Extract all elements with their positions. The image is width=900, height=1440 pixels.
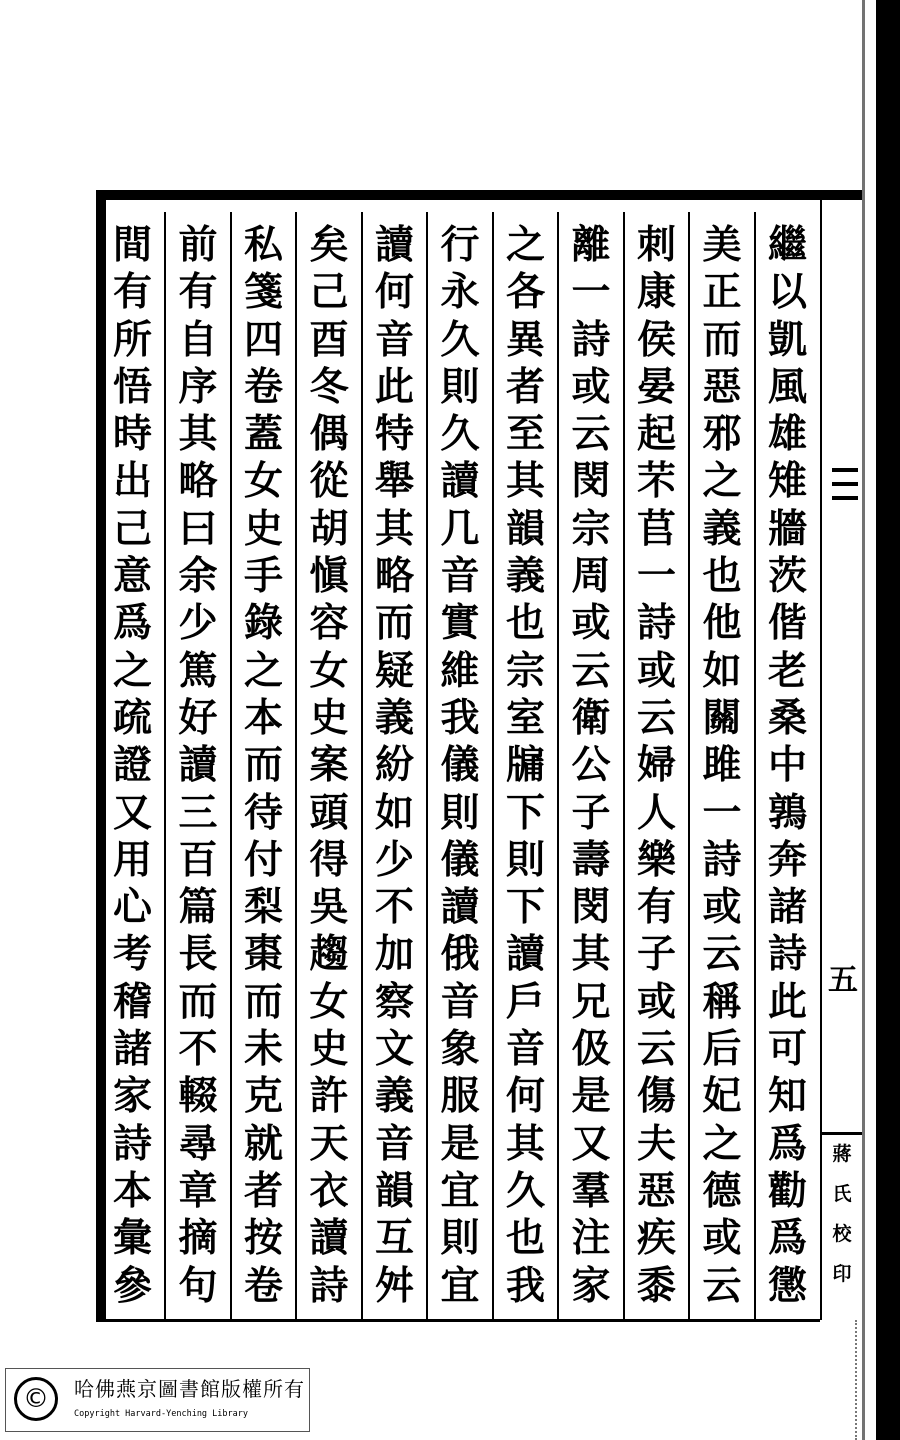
glyph: 尋 (178, 1120, 218, 1167)
glyph: 此 (374, 363, 414, 410)
glyph: 矣 (309, 222, 349, 268)
glyph: 義 (505, 553, 545, 600)
glyph: 音 (505, 1026, 545, 1073)
glyph: 略 (178, 458, 218, 505)
glyph: 不 (374, 884, 414, 931)
glyph: 讀 (440, 458, 480, 505)
glyph: 百 (178, 836, 218, 883)
glyph: 冬 (309, 363, 349, 410)
glyph: 老 (767, 647, 807, 694)
glyph: 有 (636, 884, 676, 931)
glyph: 服 (440, 1073, 480, 1120)
glyph: 云 (636, 1026, 676, 1073)
glyph: 容 (309, 600, 349, 647)
glyph: 如 (374, 789, 414, 836)
glyph: 互 (374, 1215, 414, 1262)
page-edge-line (862, 0, 865, 1440)
glyph: 得 (309, 836, 349, 883)
glyph: 韻 (505, 505, 545, 552)
glyph: 稱 (702, 978, 742, 1025)
text-column (560, 222, 622, 1322)
glyph: 不 (178, 1026, 218, 1073)
glyph: 略 (374, 553, 414, 600)
glyph: 宗 (505, 647, 545, 694)
glyph: 女 (309, 978, 349, 1025)
glyph: 雎 (702, 742, 742, 789)
glyph: 以 (767, 269, 807, 316)
press-char: 蔣 (832, 1143, 852, 1165)
glyph: 韻 (374, 1167, 414, 1214)
glyph: 一 (702, 789, 742, 836)
glyph: 章 (178, 1167, 218, 1214)
glyph: 之 (702, 458, 742, 505)
glyph: 案 (309, 742, 349, 789)
glyph: 如 (702, 647, 742, 694)
glyph: 黍 (636, 1262, 676, 1309)
glyph: 一 (571, 269, 611, 316)
glyph: 爲 (112, 600, 152, 647)
glyph: 凱 (767, 316, 807, 363)
glyph: 下 (505, 884, 545, 931)
glyph: 私 (243, 222, 283, 268)
glyph: 加 (374, 931, 414, 978)
column-rule (426, 212, 428, 1320)
column-rule (230, 212, 232, 1320)
glyph: 則 (440, 1215, 480, 1262)
glyph: 家 (112, 1073, 152, 1120)
glyph: 此 (767, 978, 807, 1025)
glyph: 有 (112, 269, 152, 316)
glyph: 舛 (374, 1262, 414, 1309)
glyph: 有 (178, 269, 218, 316)
glyph: 其 (505, 1120, 545, 1167)
glyph: 悟 (112, 363, 152, 410)
glyph: 篇 (178, 884, 218, 931)
glyph: 牆 (767, 505, 807, 552)
glyph: 壽 (571, 836, 611, 883)
column-rule (623, 212, 625, 1320)
glyph: 文 (374, 1026, 414, 1073)
glyph: 本 (243, 694, 283, 741)
glyph: 史 (243, 505, 283, 552)
glyph: 史 (309, 1026, 349, 1073)
copyright-icon: © (14, 1377, 58, 1421)
glyph: 衛 (571, 694, 611, 741)
column-rule (688, 212, 690, 1320)
glyph: 晏 (636, 363, 676, 410)
glyph: 讀 (440, 884, 480, 931)
text-column (364, 222, 426, 1322)
glyph: 俄 (440, 931, 480, 978)
glyph: 彙 (112, 1215, 152, 1262)
glyph: 胡 (309, 505, 349, 552)
glyph: 梨 (243, 884, 283, 931)
glyph: 證 (112, 742, 152, 789)
text-column (495, 222, 557, 1322)
glyph: 儀 (440, 742, 480, 789)
glyph: 則 (505, 836, 545, 883)
glyph: 頭 (309, 789, 349, 836)
column-rule (361, 212, 363, 1320)
glyph: 其 (571, 931, 611, 978)
glyph: 又 (112, 789, 152, 836)
glyph: 從 (309, 458, 349, 505)
glyph: 正 (702, 269, 742, 316)
press-char: 校 (832, 1223, 852, 1245)
glyph: 讀 (505, 931, 545, 978)
glyph: 疾 (636, 1215, 676, 1262)
glyph: 偕 (767, 600, 807, 647)
glyph: 室 (505, 694, 545, 741)
glyph: 諸 (767, 884, 807, 931)
glyph: 何 (505, 1073, 545, 1120)
glyph: 邪 (702, 411, 742, 458)
glyph: 舉 (374, 458, 414, 505)
glyph: 其 (178, 411, 218, 458)
glyph: 周 (571, 553, 611, 600)
glyph: 奔 (767, 836, 807, 883)
glyph: 維 (440, 647, 480, 694)
glyph: 好 (178, 694, 218, 741)
glyph: 少 (178, 600, 218, 647)
glyph: 久 (505, 1167, 545, 1214)
glyph: 可 (767, 1026, 807, 1073)
glyph: 本 (112, 1167, 152, 1214)
glyph: 風 (767, 363, 807, 410)
glyph: 繼 (767, 222, 807, 268)
column-rule (557, 212, 559, 1320)
edge-specks (855, 1320, 867, 1440)
text-column (233, 222, 295, 1322)
glyph: 各 (505, 269, 545, 316)
glyph: 偶 (309, 411, 349, 458)
glyph: 趨 (309, 931, 349, 978)
block-center-margin (820, 190, 862, 1320)
glyph: 知 (767, 1073, 807, 1120)
copyright-english: Copyright Harvard-Yenching Library (74, 1409, 248, 1419)
glyph: 羣 (571, 1167, 611, 1214)
glyph: 諸 (112, 1026, 152, 1073)
glyph: 勸 (767, 1167, 807, 1214)
leaf-number: 五 (828, 963, 858, 998)
glyph: 前 (178, 222, 218, 268)
glyph: 或 (571, 600, 611, 647)
glyph: 吳 (309, 884, 349, 931)
glyph: 詩 (702, 836, 742, 883)
glyph: 時 (112, 411, 152, 458)
glyph: 美 (702, 222, 742, 268)
glyph: 德 (702, 1167, 742, 1214)
glyph: 音 (374, 316, 414, 363)
glyph: 爲 (767, 1215, 807, 1262)
text-column (626, 222, 688, 1322)
glyph: 考 (112, 931, 152, 978)
glyph: 篤 (178, 647, 218, 694)
glyph: 子 (571, 789, 611, 836)
glyph: 或 (571, 363, 611, 410)
glyph: 后 (702, 1026, 742, 1073)
glyph: 者 (243, 1167, 283, 1214)
glyph: 察 (374, 978, 414, 1025)
glyph: 他 (702, 600, 742, 647)
glyph: 衣 (309, 1167, 349, 1214)
glyph: 就 (243, 1120, 283, 1167)
glyph: 或 (636, 978, 676, 1025)
glyph: 婦 (636, 742, 676, 789)
glyph: 云 (702, 931, 742, 978)
glyph: 雄 (767, 411, 807, 458)
glyph: 云 (571, 411, 611, 458)
glyph: 未 (243, 1026, 283, 1073)
copyright-chinese: 哈佛燕京圖書館版權所有 (74, 1377, 305, 1401)
binding-edge (876, 0, 900, 1440)
glyph: 卷 (243, 363, 283, 410)
glyph: 間 (112, 222, 152, 268)
glyph: 子 (636, 931, 676, 978)
glyph: 苢 (636, 505, 676, 552)
glyph: 紛 (374, 742, 414, 789)
glyph: 讀 (178, 742, 218, 789)
glyph: 女 (243, 458, 283, 505)
glyph: 輟 (178, 1073, 218, 1120)
glyph: 爲 (767, 1120, 807, 1167)
glyph: 三 (178, 789, 218, 836)
glyph: 酉 (309, 316, 349, 363)
text-column (102, 222, 164, 1322)
glyph: 而 (243, 742, 283, 789)
glyph: 下 (505, 789, 545, 836)
glyph: 付 (243, 836, 283, 883)
glyph: 特 (374, 411, 414, 458)
column-rule (754, 212, 756, 1320)
glyph: 而 (243, 978, 283, 1025)
glyph: 音 (374, 1120, 414, 1167)
glyph: 懲 (767, 1262, 807, 1309)
glyph: 永 (440, 269, 480, 316)
glyph: 句 (178, 1262, 218, 1309)
glyph: 關 (702, 694, 742, 741)
glyph: 詩 (767, 931, 807, 978)
glyph: 卷 (243, 1262, 283, 1309)
glyph: 稽 (112, 978, 152, 1025)
glyph: 意 (112, 553, 152, 600)
glyph: 曰 (178, 505, 218, 552)
glyph: 伋 (571, 1026, 611, 1073)
glyph: 或 (702, 1215, 742, 1262)
glyph: 史 (309, 694, 349, 741)
glyph: 詩 (571, 316, 611, 363)
column-rule (492, 212, 494, 1320)
text-column (298, 222, 360, 1322)
glyph: 我 (505, 1262, 545, 1309)
glyph: 惡 (636, 1167, 676, 1214)
glyph: 讀 (309, 1215, 349, 1262)
glyph: 之 (243, 647, 283, 694)
glyph: 己 (112, 505, 152, 552)
glyph: 宗 (571, 505, 611, 552)
glyph: 鶉 (767, 789, 807, 836)
glyph: 長 (178, 931, 218, 978)
glyph: 者 (505, 363, 545, 410)
glyph: 實 (440, 600, 480, 647)
glyph: 而 (374, 600, 414, 647)
column-rule (164, 212, 166, 1320)
glyph: 手 (243, 553, 283, 600)
glyph: 用 (112, 836, 152, 883)
glyph: 摘 (178, 1215, 218, 1262)
glyph: 錄 (243, 600, 283, 647)
glyph: 久 (440, 411, 480, 458)
glyph: 讀 (374, 222, 414, 268)
glyph: 夫 (636, 1120, 676, 1167)
glyph: 詩 (112, 1120, 152, 1167)
glyph: 少 (374, 836, 414, 883)
glyph: 何 (374, 269, 414, 316)
text-block (96, 190, 820, 1322)
press-char: 氏 (832, 1183, 852, 1205)
glyph: 宜 (440, 1167, 480, 1214)
glyph: 象 (440, 1026, 480, 1073)
column-rule (295, 212, 297, 1320)
glyph: 克 (243, 1073, 283, 1120)
glyph: 義 (374, 694, 414, 741)
glyph: 行 (440, 222, 480, 268)
glyph: 女 (309, 647, 349, 694)
glyph: 也 (702, 553, 742, 600)
glyph: 雉 (767, 458, 807, 505)
glyph: 義 (374, 1073, 414, 1120)
glyph: 云 (571, 647, 611, 694)
text-column (757, 222, 819, 1322)
glyph: 疑 (374, 647, 414, 694)
glyph: 刺 (636, 222, 676, 268)
glyph: 之 (505, 222, 545, 268)
glyph: 其 (374, 505, 414, 552)
text-column (429, 222, 491, 1322)
glyph: 異 (505, 316, 545, 363)
glyph: 四 (243, 316, 283, 363)
glyph: 惡 (702, 363, 742, 410)
glyph: 音 (440, 553, 480, 600)
glyph: 己 (309, 269, 349, 316)
glyph: 宜 (440, 1262, 480, 1309)
glyph: 康 (636, 269, 676, 316)
glyph: 則 (440, 789, 480, 836)
glyph: 或 (636, 647, 676, 694)
glyph: 序 (178, 363, 218, 410)
glyph: 中 (767, 742, 807, 789)
glyph: 人 (636, 789, 676, 836)
glyph: 儀 (440, 836, 480, 883)
glyph: 音 (440, 978, 480, 1025)
glyph: 所 (112, 316, 152, 363)
glyph: 兄 (571, 978, 611, 1025)
glyph: 牖 (505, 742, 545, 789)
glyph: 也 (505, 1215, 545, 1262)
glyph: 云 (636, 694, 676, 741)
glyph: 出 (112, 458, 152, 505)
fishtail-mark (832, 462, 858, 662)
glyph: 自 (178, 316, 218, 363)
glyph: 注 (571, 1215, 611, 1262)
glyph: 又 (571, 1120, 611, 1167)
glyph: 傷 (636, 1073, 676, 1120)
glyph: 茨 (767, 553, 807, 600)
glyph: 則 (440, 363, 480, 410)
glyph: 至 (505, 411, 545, 458)
glyph: 一 (636, 553, 676, 600)
glyph: 詩 (309, 1262, 349, 1309)
glyph: 我 (440, 694, 480, 741)
glyph: 天 (309, 1120, 349, 1167)
glyph: 離 (571, 222, 611, 268)
glyph: 許 (309, 1073, 349, 1120)
glyph: 妃 (702, 1073, 742, 1120)
glyph: 心 (112, 884, 152, 931)
glyph: 棗 (243, 931, 283, 978)
glyph: 是 (440, 1120, 480, 1167)
glyph: 也 (505, 600, 545, 647)
glyph: 義 (702, 505, 742, 552)
glyph: 而 (178, 978, 218, 1025)
copyright-stamp (5, 1368, 310, 1432)
glyph: 閔 (571, 884, 611, 931)
glyph: 參 (112, 1262, 152, 1309)
glyph: 閔 (571, 458, 611, 505)
glyph: 桑 (767, 694, 807, 741)
glyph: 待 (243, 789, 283, 836)
glyph: 久 (440, 316, 480, 363)
glyph: 余 (178, 553, 218, 600)
glyph: 箋 (243, 269, 283, 316)
glyph: 之 (112, 647, 152, 694)
glyph: 几 (440, 505, 480, 552)
glyph: 疏 (112, 694, 152, 741)
glyph: 起 (636, 411, 676, 458)
glyph: 之 (702, 1120, 742, 1167)
glyph: 而 (702, 316, 742, 363)
glyph: 侯 (636, 316, 676, 363)
glyph: 蓋 (243, 411, 283, 458)
text-column (167, 222, 229, 1322)
glyph: 或 (702, 884, 742, 931)
glyph: 公 (571, 742, 611, 789)
glyph: 按 (243, 1215, 283, 1262)
press-char: 印 (832, 1263, 852, 1285)
glyph: 樂 (636, 836, 676, 883)
glyph: 其 (505, 458, 545, 505)
glyph: 愼 (309, 553, 349, 600)
glyph: 戶 (505, 978, 545, 1025)
text-column (691, 222, 753, 1322)
press-mark (822, 1132, 862, 1333)
glyph: 云 (702, 1262, 742, 1309)
glyph: 詩 (636, 600, 676, 647)
glyph: 家 (571, 1262, 611, 1309)
glyph: 芣 (636, 458, 676, 505)
glyph: 是 (571, 1073, 611, 1120)
